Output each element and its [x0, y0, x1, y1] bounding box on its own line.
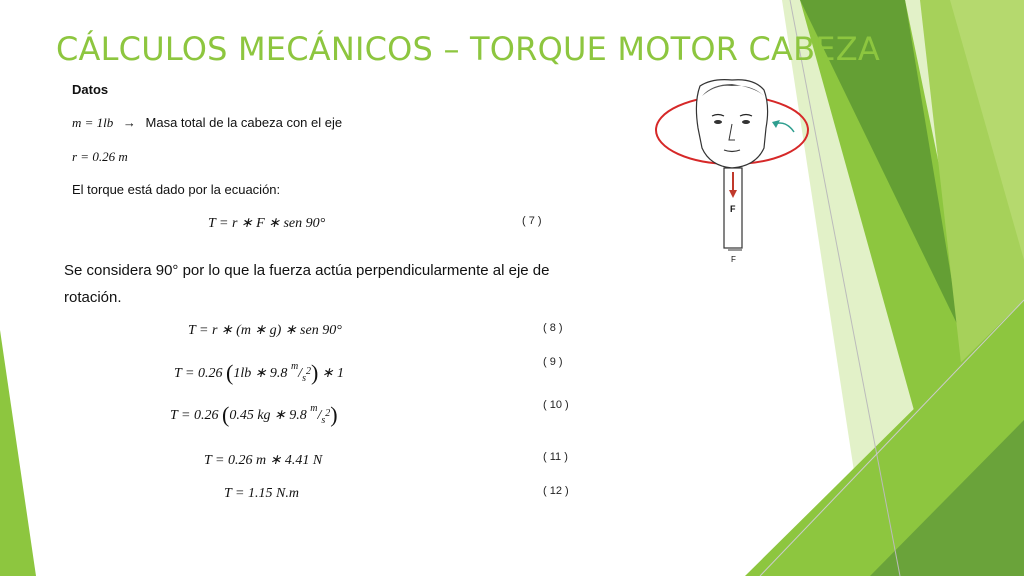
eq9-tail: ∗ 1: [321, 366, 345, 381]
eq10-unit-m: m: [310, 403, 318, 415]
eq9-unit-m: m: [290, 361, 299, 373]
equation-10: T = 0.26 (0.45 kg ∗ 9.8 $^m/_{s^2}$): [170, 402, 338, 427]
eq10-inner: 0.45 kg ∗ 9.8: [229, 408, 307, 423]
head-rotation-figure: [652, 78, 812, 268]
datos-heading: Datos: [72, 82, 109, 97]
eq9-unit-s: s: [302, 372, 306, 384]
ground-label: F: [731, 255, 736, 264]
left-eye: [714, 120, 722, 124]
equation-12: T = 1.15 N.m: [224, 486, 299, 501]
equation-7-number: ( 7 ): [522, 215, 542, 227]
mass-line: [72, 115, 342, 131]
eq9-unit-exp: 2: [305, 366, 311, 378]
equation-9: T = 0.26 (1lb ∗ 9.8 $^m/_{s^2}$) ∗ 1: [174, 360, 345, 385]
equation-8-number: ( 8 ): [543, 322, 563, 334]
explanation-line-1: Se considera 90° por lo que la fuerza actúa perpendicularmente al eje de: [64, 262, 550, 279]
torque-intro: El torque está dado por la ecuación:: [72, 182, 281, 197]
head-outline: [696, 80, 767, 168]
eq9-lhs: T = 0.26: [174, 366, 223, 381]
rotation-arrowhead: [772, 120, 780, 128]
mass-equation: m = 1lb: [72, 115, 114, 130]
eq10-unit-exp: 2: [325, 408, 331, 420]
radius-equation: r = 0.26 m: [72, 149, 128, 164]
equation-7: T = r ∗ F ∗ sen 90°: [208, 216, 326, 231]
slide-title: CÁLCULOS MECÁNICOS – TORQUE MOTOR CABEZA: [56, 30, 880, 68]
equation-11-number: ( 11 ): [543, 451, 568, 463]
right-eye: [742, 120, 750, 124]
explanation-line-2: rotación.: [64, 289, 122, 306]
equation-10-number: ( 10 ): [543, 399, 569, 411]
equation-11: T = 0.26 m ∗ 4.41 N: [204, 453, 323, 468]
force-label: F: [730, 204, 736, 214]
mass-description: Masa total de la cabeza con el eje: [145, 115, 343, 130]
eq10-unit-s: s: [321, 414, 326, 426]
equation-12-number: ( 12 ): [543, 485, 569, 497]
arrow-symbol: →: [122, 115, 136, 130]
left-green-shard: [0, 330, 36, 576]
equation-9-number: ( 9 ): [543, 356, 563, 368]
eq9-inner: 1lb ∗ 9.8: [233, 366, 288, 381]
eq10-lhs: T = 0.26: [170, 408, 219, 423]
equation-8: T = r ∗ (m ∗ g) ∗ sen 90°: [188, 323, 342, 338]
